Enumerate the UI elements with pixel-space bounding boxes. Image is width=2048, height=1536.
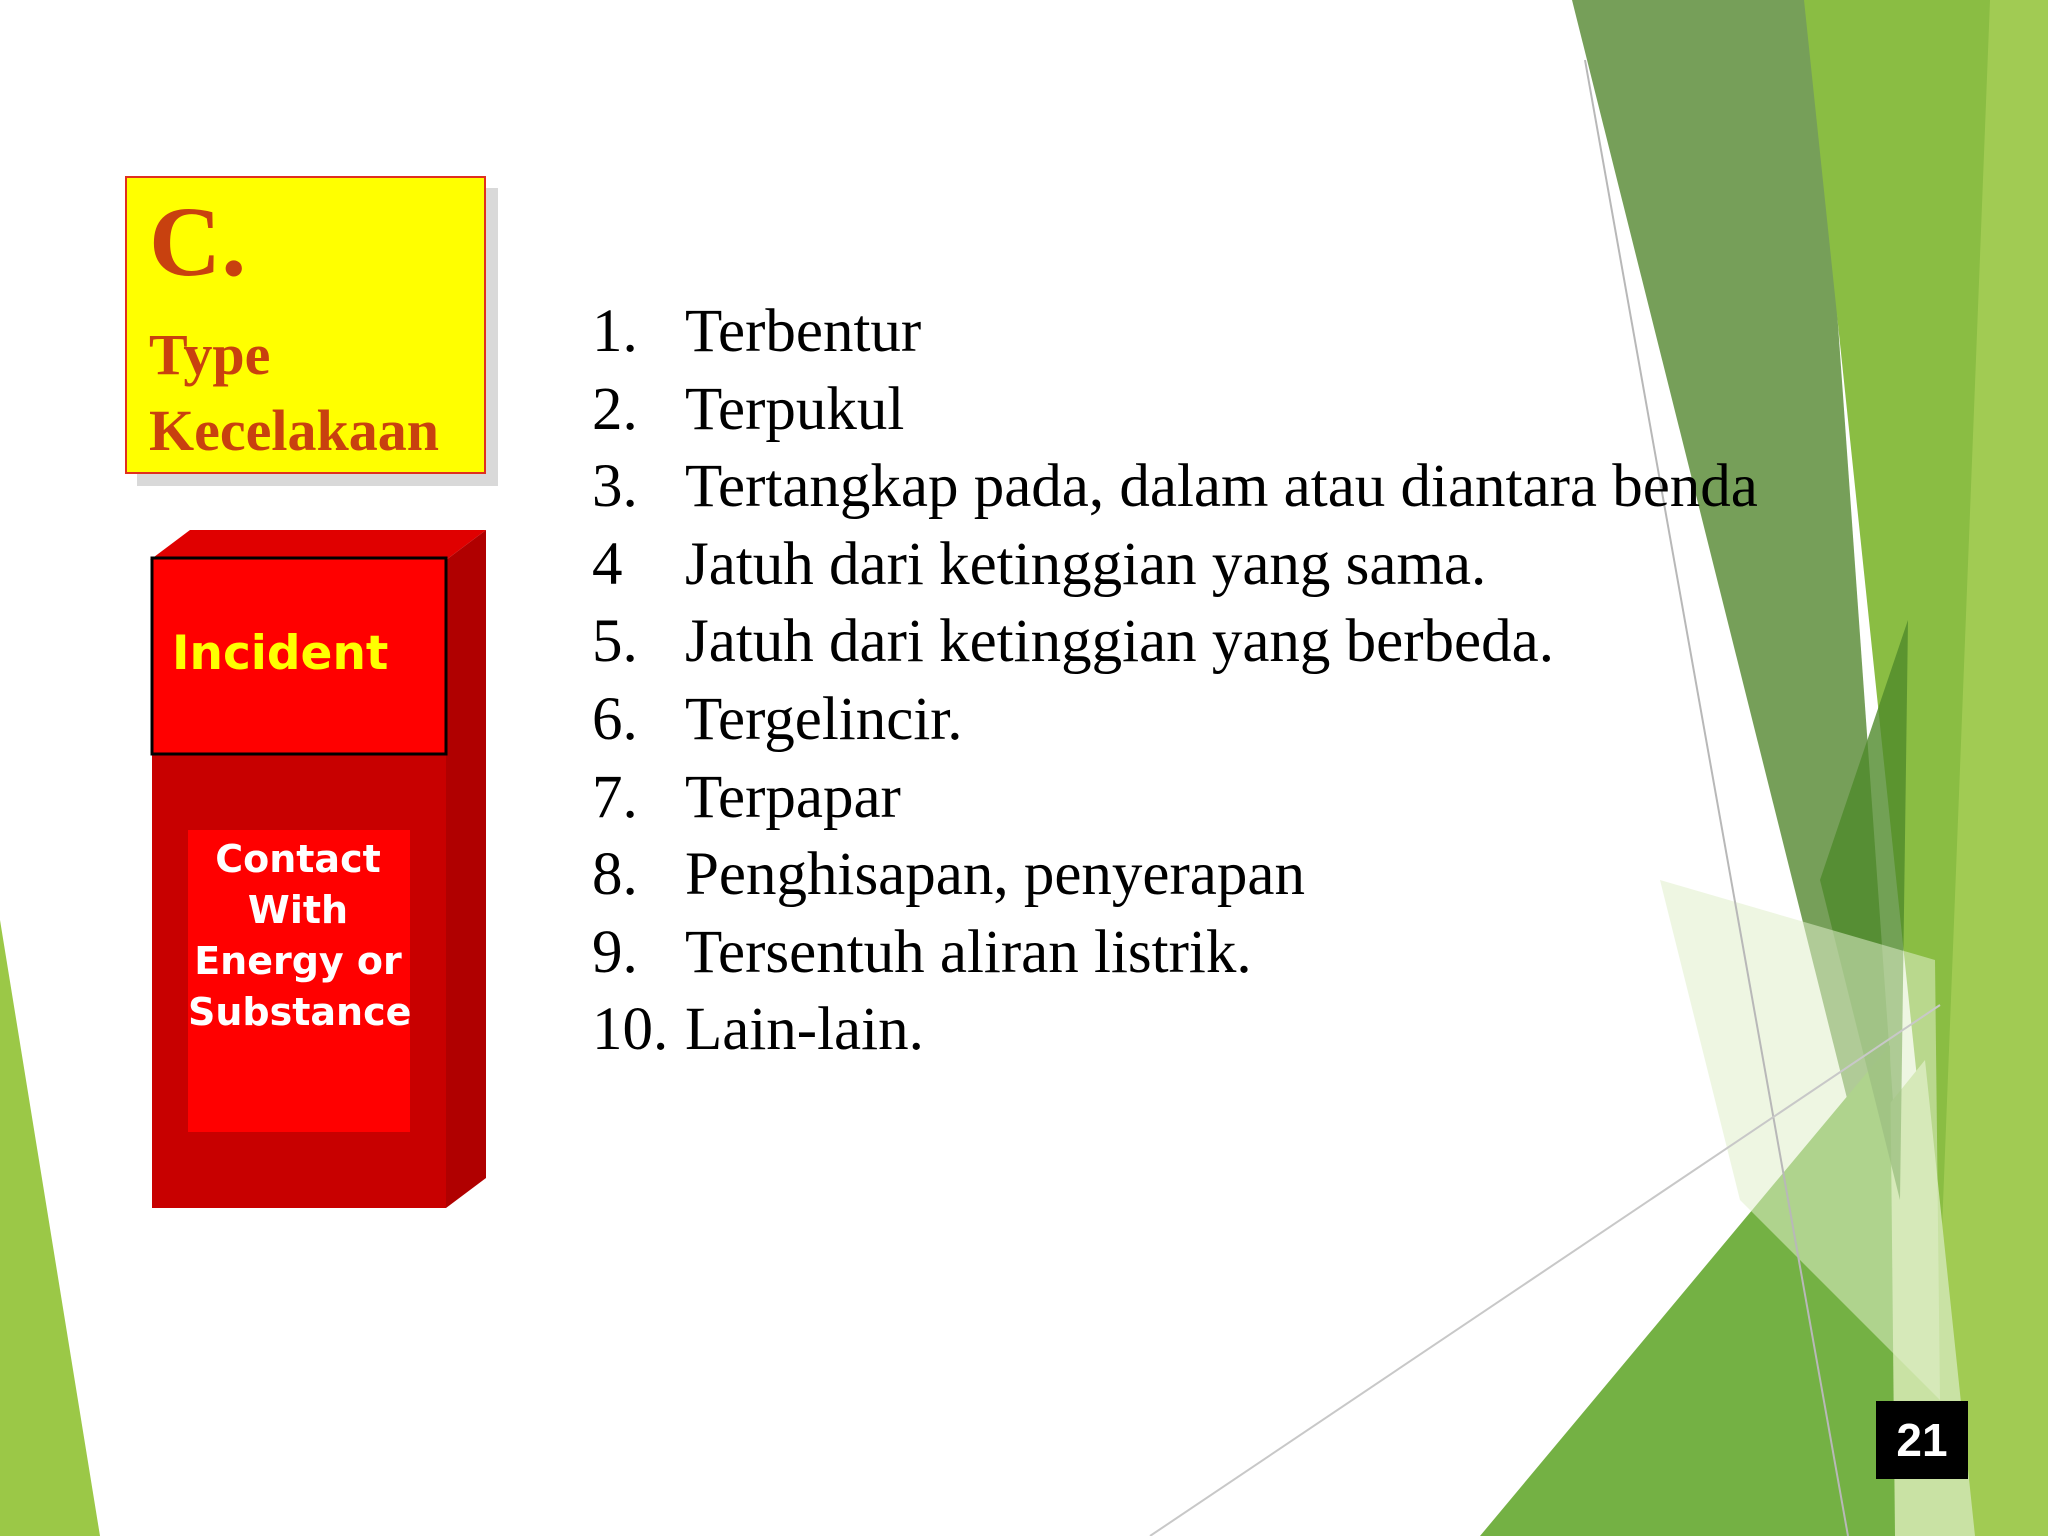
incident-label: Incident (172, 626, 389, 681)
incident-diagram (150, 526, 490, 1212)
list-text: Tersentuh aliran listrik. (685, 918, 1252, 986)
list-text: Jatuh dari ketinggian yang sama. (685, 530, 1487, 598)
list-number: 5. (592, 608, 638, 676)
list-number: 7. (592, 763, 638, 831)
list-number: 3. (592, 453, 638, 521)
contact-line: With (247, 888, 349, 932)
list-text: Lain-lain. (685, 996, 924, 1064)
left-wedge (0, 920, 100, 1536)
list-number: 8. (592, 841, 638, 909)
section-title-line2: Kecelakaan (149, 398, 439, 463)
list-number: 9. (592, 918, 638, 986)
contact-line: Energy or (194, 939, 402, 983)
contact-label (188, 834, 412, 1038)
list-number: 10. (592, 996, 669, 1064)
list-text: Terbentur (685, 298, 922, 365)
box-right-face (446, 530, 486, 1208)
contact-line: Substance (188, 990, 412, 1034)
list-text: Tergelincir. (685, 685, 963, 753)
list-text: Terpapar (685, 763, 901, 831)
page-number: 21 (1876, 1401, 1968, 1479)
list-text: Tertangkap pada, dalam atau diantara benda (685, 453, 1758, 521)
list-text: Terpukul (685, 375, 905, 443)
box-top-face (150, 530, 486, 560)
section-title-line1: Type (149, 322, 271, 387)
section-title-box (125, 176, 486, 474)
contact-line: Contact (215, 837, 381, 881)
list-number: 6. (592, 685, 638, 753)
list-text: Jatuh dari ketinggian yang berbeda. (685, 608, 1554, 676)
list-number: 4 (592, 530, 623, 598)
section-letter: C. (149, 186, 247, 297)
list-text: Penghisapan, penyerapan (685, 841, 1305, 909)
list-number: 2. (592, 375, 638, 443)
list-number: 1. (592, 298, 638, 365)
